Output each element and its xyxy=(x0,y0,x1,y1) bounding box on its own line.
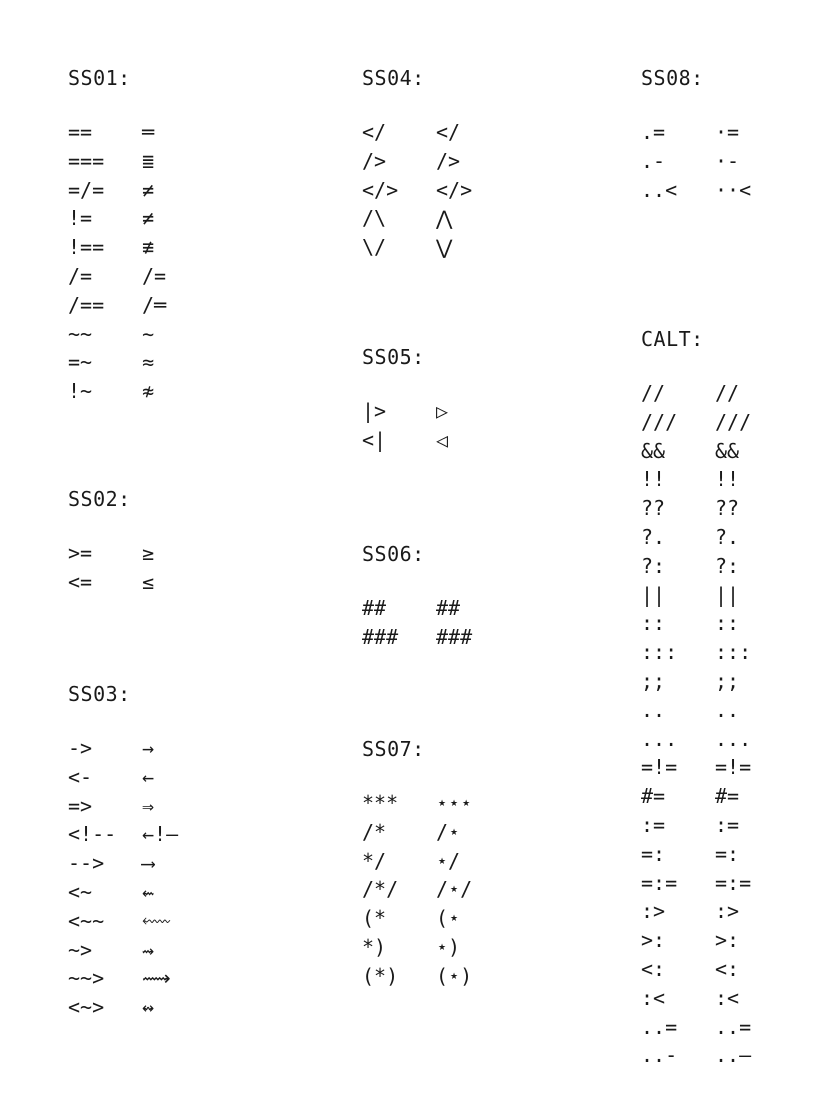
section-title: CALT: xyxy=(641,327,704,351)
ligature-output: ≠ xyxy=(142,206,155,231)
ligature-input: || xyxy=(641,582,666,607)
ligature-output: ≥ xyxy=(142,541,155,565)
ligature-input: <| xyxy=(362,427,387,452)
ligature-output: ▷ xyxy=(436,399,449,423)
ligature-input: :> xyxy=(641,899,666,924)
ligature-input: := xyxy=(641,812,666,837)
ligature-input: <~ xyxy=(68,879,93,904)
ligature-output: ∼ xyxy=(142,321,155,346)
section-ss05 xyxy=(362,345,449,452)
ligature-input: === xyxy=(68,148,105,173)
ligature-output: ≤ xyxy=(142,569,155,594)
ligature-input: */ xyxy=(362,848,387,873)
ligature-output: =!= xyxy=(715,755,752,780)
ligature-output: ?. xyxy=(715,524,740,549)
ligature-input: =/= xyxy=(68,177,105,202)
section-ss03 xyxy=(68,682,179,1020)
ligature-output: ⇝ xyxy=(142,937,155,962)
section-title: SS04: xyxy=(362,66,425,90)
ligature-output: ⟿ xyxy=(142,966,171,991)
section-title: SS03: xyxy=(68,682,131,706)
ligature-input: ?: xyxy=(641,553,666,578)
ligature-input: :< xyxy=(641,985,666,1010)
ligature-output: ← xyxy=(142,764,155,789)
ligature-output: ;; xyxy=(715,668,740,693)
ligature-output: ⇜ xyxy=(142,879,155,904)
section-ss07 xyxy=(362,737,473,988)
ligature-output: ⋀ xyxy=(436,206,453,231)
ligature-input: .= xyxy=(641,120,666,144)
ligature-output: <: xyxy=(715,956,740,981)
ligature-input: ::: xyxy=(641,640,678,665)
ligature-input: /*/ xyxy=(362,877,399,902)
ligature-output: := xyxy=(715,812,740,837)
ligature-output: || xyxy=(715,582,740,607)
ligature-input: ..= xyxy=(641,1014,678,1039)
ligature-output: /> xyxy=(436,148,461,173)
ligature-input: ;; xyxy=(641,668,666,693)
ligature-input: \/ xyxy=(362,235,387,260)
ligature-output: ⬳ xyxy=(142,908,171,933)
ligature-output: >: xyxy=(715,928,740,953)
ligature-input: .. xyxy=(641,697,666,722)
ligature-input: >: xyxy=(641,928,666,953)
ligature-input: </ xyxy=(362,120,387,144)
ligature-input: !~ xyxy=(68,379,93,404)
ligature-input: /== xyxy=(68,292,105,317)
ligature-input: </> xyxy=(362,177,399,202)
section-title: SS08: xyxy=(641,66,704,90)
ligature-input: ... xyxy=(641,726,678,751)
ligature-output: ·- xyxy=(715,148,740,173)
ligature-input: && xyxy=(641,438,666,463)
ligature-output: ⋆/ xyxy=(436,848,461,873)
ligature-output: ::: xyxy=(715,640,752,665)
ligature-input: *** xyxy=(362,791,399,815)
ligature-output: ..= xyxy=(715,1014,752,1039)
ligature-input: ..< xyxy=(641,177,678,202)
ligature-output: ··< xyxy=(715,177,752,202)
ligature-input: <~> xyxy=(68,995,105,1020)
ligature-input: ## xyxy=(362,596,387,620)
ligature-output: ↭ xyxy=(142,995,155,1020)
ligature-input: !== xyxy=(68,235,105,260)
ligature-input: =!= xyxy=(641,755,678,780)
ligature-output: /⋆/ xyxy=(436,877,473,902)
ligature-input: =:= xyxy=(641,870,678,895)
ligature-input: != xyxy=(68,206,93,231)
section-ss02 xyxy=(68,487,155,594)
ligature-output: =: xyxy=(715,841,740,866)
ligature-input: .- xyxy=(641,148,666,173)
ligature-output: /// xyxy=(715,409,752,434)
ligature-input: <: xyxy=(641,956,666,981)
ligature-output: ·= xyxy=(715,120,740,144)
ligature-output: /= xyxy=(142,263,167,288)
ligature-output: ## xyxy=(436,596,461,620)
ligature-input: /// xyxy=(641,409,678,434)
ligature-input: ?? xyxy=(641,496,666,521)
ligature-output: ?? xyxy=(715,496,740,521)
ligature-input: #= xyxy=(641,784,666,809)
ligature-output: ⋆) xyxy=(436,934,461,959)
ligature-output: :> xyxy=(715,899,740,924)
ligature-input: ..- xyxy=(641,1043,678,1068)
ligature-output: ◁ xyxy=(436,427,449,452)
ligature-input: /= xyxy=(68,263,93,288)
ligature-input: // xyxy=(641,381,666,405)
ligature-input: == xyxy=(68,120,93,144)
ligature-output: ≠ xyxy=(142,177,155,202)
ligature-input: ~> xyxy=(68,937,93,962)
ligature-output: ⋁ xyxy=(436,235,453,260)
ligature-output: ### xyxy=(436,624,473,649)
ligature-input: =~ xyxy=(68,350,93,375)
ligature-input: <!-- xyxy=(68,822,117,847)
section-calt xyxy=(641,327,752,1068)
ligature-output: ≉ xyxy=(142,379,155,404)
ligature-input: /> xyxy=(362,148,387,173)
section-title: SS06: xyxy=(362,542,425,566)
ligature-input: <= xyxy=(68,569,93,594)
ligature-output: </> xyxy=(436,177,473,202)
ligature-output: ⋆⋆⋆ xyxy=(436,791,473,815)
ligature-input: ?. xyxy=(641,524,666,549)
ligature-input: ~~> xyxy=(68,966,105,991)
ligature-output: ≈ xyxy=(142,350,155,375)
ligature-input: !! xyxy=(641,467,666,492)
ligature-output: /⋆ xyxy=(436,819,461,844)
ligature-output: ←!— xyxy=(142,822,179,847)
ligature-output: </ xyxy=(436,120,461,144)
section-ss06 xyxy=(362,542,473,649)
section-ss01 xyxy=(68,66,167,404)
ligature-output: #= xyxy=(715,784,740,809)
ligature-output: ⇒ xyxy=(142,793,155,818)
ligature-input: (* xyxy=(362,906,387,931)
ligature-input: |> xyxy=(362,399,387,423)
ligature-output: ⟶ xyxy=(142,851,155,876)
ligature-output: → xyxy=(142,736,155,760)
ligature-output: :: xyxy=(715,611,740,636)
ligature-input: :: xyxy=(641,611,666,636)
ligature-input: <- xyxy=(68,764,93,789)
ligature-output: // xyxy=(715,381,740,405)
ligature-output: :< xyxy=(715,985,740,1010)
ligature-input: (*) xyxy=(362,963,399,988)
ligature-output: /═ xyxy=(142,292,167,317)
ligature-output: ..– xyxy=(715,1043,752,1068)
ligature-input: /\ xyxy=(362,206,387,231)
section-title: SS01: xyxy=(68,66,131,90)
ligature-output: .. xyxy=(715,697,740,722)
ligature-input: *) xyxy=(362,934,387,959)
ligature-input: >= xyxy=(68,541,93,565)
ligature-output: ... xyxy=(715,726,752,751)
ligature-input: --> xyxy=(68,851,105,876)
ligature-input: =: xyxy=(641,841,666,866)
section-ss08 xyxy=(641,66,752,202)
ligature-input: /* xyxy=(362,819,387,844)
section-title: SS02: xyxy=(68,487,131,511)
section-title: SS07: xyxy=(362,737,425,761)
section-ss04 xyxy=(362,66,473,260)
ligature-input: ~~ xyxy=(68,321,93,346)
section-title: SS05: xyxy=(362,345,425,369)
ligature-output: ≢ xyxy=(142,235,155,260)
ligature-input: ### xyxy=(362,624,399,649)
ligature-output: (⋆ xyxy=(436,906,461,931)
ligature-output: =:= xyxy=(715,870,752,895)
ligature-output: (⋆) xyxy=(436,963,473,988)
ligature-input: <~~ xyxy=(68,908,105,933)
ligature-output: && xyxy=(715,438,740,463)
ligature-output: ?: xyxy=(715,553,740,578)
ligature-input: => xyxy=(68,793,93,818)
ligature-output: ≣ xyxy=(142,148,155,173)
ligature-output: ═ xyxy=(142,120,155,144)
ligature-input: -> xyxy=(68,736,93,760)
ligature-output: !! xyxy=(715,467,740,492)
